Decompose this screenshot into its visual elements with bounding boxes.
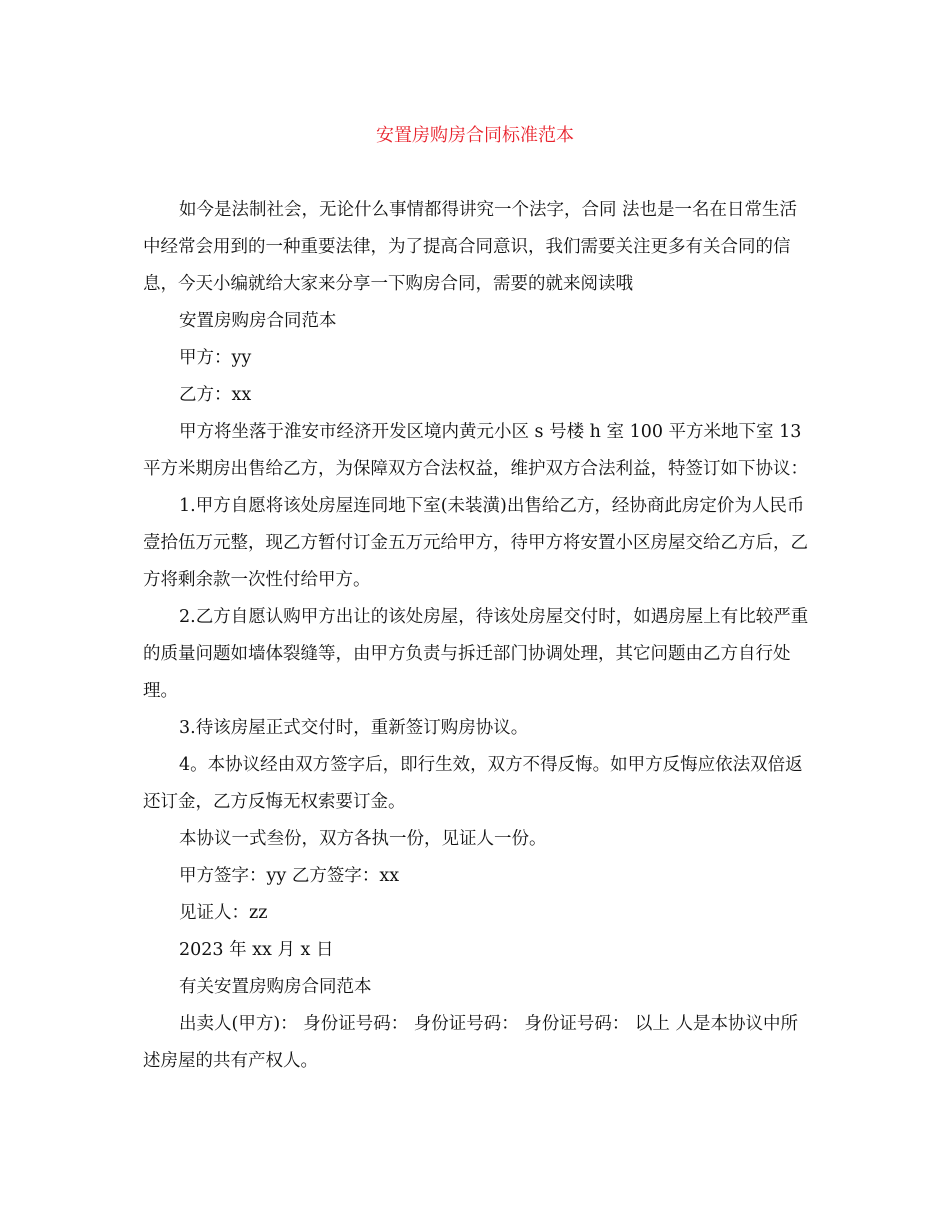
clause-4: 4。本协议经由双方签字后，即行生效，双方不得反悔。如甲方反悔应依法双倍返还订金，乙方反悔无权索要订金。 bbox=[143, 755, 803, 812]
document-title: 安置房购房合同标准范本 bbox=[376, 125, 574, 146]
intro-paragraph: 如今是法制社会，无论什么事情都得讲究一个法字，合同 法也是一名在日常生活中经常会用到的一种重要法律，为了提高合同意识，我们需要关注更多有关合同的信息，今天小编就给大家来分享一下购房合同，需要的就来阅读哦 bbox=[143, 200, 798, 294]
copies-statement: 本协议一式叁份，双方各执一份，见证人一份。 bbox=[179, 829, 547, 849]
party-a-line: 甲方：yy bbox=[179, 348, 252, 368]
related-contract-heading: 有关安置房购房合同范本 bbox=[179, 977, 372, 997]
seller-info-paragraph: 出卖人(甲方)： 身份证号码： 身份证号码： 身份证号码： 以上 人是本协议中所述房屋的共有产权人。 bbox=[143, 1014, 798, 1071]
party-b-line: 乙方：xx bbox=[179, 385, 252, 405]
clause-3: 3.待该房屋正式交付时，重新签订购房协议。 bbox=[179, 718, 529, 738]
contract-heading: 安置房购房合同范本 bbox=[179, 311, 337, 331]
date-line: 2023 年 xx 月 x 日 bbox=[179, 940, 334, 960]
witness-line: 见证人：zz bbox=[179, 903, 268, 923]
document-body bbox=[143, 192, 810, 1080]
property-description-paragraph: 甲方将坐落于淮安市经济开发区境内黄元小区 s 号楼 h 室 100 平方米地下室 13 平方米期房出售给乙方，为保障双方合法权益，维护双方合法利益，特签订如下协议： bbox=[143, 422, 808, 479]
clause-2: 2.乙方自愿认购甲方出让的该处房屋，待该处房屋交付时，如遇房屋上有比较严重的质量问题如墙体裂缝等，由甲方负责与拆迁部门协调处理，其它问题由乙方自行处理。 bbox=[143, 607, 809, 701]
signatures-line: 甲方签字：yy 乙方签字：xx bbox=[179, 866, 400, 886]
clause-1: 1.甲方自愿将该处房屋连同地下室(未装潢)出售给乙方，经协商此房定价为人民币壹拾伍万元整，现乙方暂付订金五万元给甲方，待甲方将安置小区房屋交给乙方后，乙方将剩余款一次性付给甲方。 bbox=[143, 496, 808, 590]
